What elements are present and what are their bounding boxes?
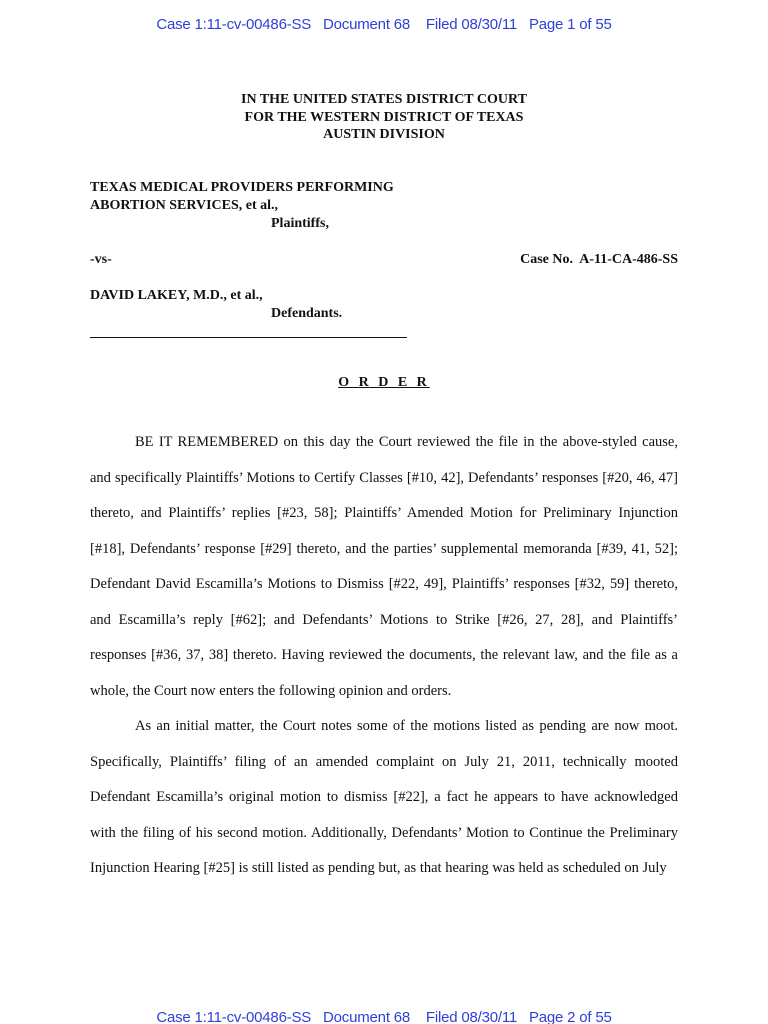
- ecf-header-stamp: Case 1:11-cv-00486-SS Document 68 Filed 08/30/11 Page 1 of 55: [156, 16, 612, 33]
- body-paragraph-1: BE IT REMEMBERED on this day the Court reviewed the file in the above-styled cause, and specifically Plaintiffs’ Motions to Certify Classes [#10, 42], Defendants’ responses [#20, 46, 47] thereto, and Plaintiffs’ replies [#23, 58]; Plaintiffs’ Amended Motion for Preliminary Injunction [#18], Defendants’ response [#29] thereto, and the parties’ supplemental memoranda [#39, 41, 52]; Defendant David Escamilla’s Motions to Dismiss [#22, 49], Plaintiffs’ responses [#32, 59] thereto, and Escamilla’s reply [#62]; and Defendants’ Motions to Strike [#26, 27, 28], and Plaintiffs’ responses [#36, 37, 38] thereto. Having reviewed the documents, the relevant law, and the file as a whole, the Court now enters the following opinion and orders.: [90, 434, 678, 699]
- caption-divider: [90, 337, 407, 338]
- court-heading: [0, 91, 768, 144]
- defendants-label: Defendants.: [271, 306, 343, 321]
- order-body: [90, 425, 678, 887]
- plaintiffs-label: Plaintiffs,: [271, 216, 329, 231]
- defendant-caption: [90, 287, 342, 323]
- versus-label: -vs-: [90, 252, 112, 267]
- order-title: O R D E R: [338, 375, 430, 390]
- plaintiff-name-line-1: TEXAS MEDICAL PROVIDERS PERFORMING: [90, 180, 394, 195]
- court-heading-line-1: IN THE UNITED STATES DISTRICT COURT: [241, 92, 527, 107]
- ecf-footer-stamp: Case 1:11-cv-00486-SS Document 68 Filed 08/30/11 Page 2 of 55: [156, 1009, 612, 1024]
- court-heading-line-3: AUSTIN DIVISION: [323, 127, 445, 142]
- court-heading-line-2: FOR THE WESTERN DISTRICT OF TEXAS: [244, 109, 524, 125]
- plaintiff-name-line-2: ABORTION SERVICES, et al.,: [90, 198, 279, 213]
- body-paragraph-2: As an initial matter, the Court notes some of the motions listed as pending are now moot. Specifically, Plaintiffs’ filing of an amended complaint on July 21, 2011, technically mooted Defendant Escamilla’s original motion to dismiss [#22], a fact he appears to have acknowledged with the filing of his second motion. Additionally, Defendants’ Motion to Continue the Preliminary Injunction Hearing [#25] is still listed as pending but, as that hearing was held as scheduled on July: [90, 718, 678, 876]
- plaintiff-caption: [90, 179, 394, 233]
- case-number: Case No. A-11-CA-486-SS: [520, 252, 678, 267]
- defendant-name-line: DAVID LAKEY, M.D., et al.,: [90, 288, 263, 303]
